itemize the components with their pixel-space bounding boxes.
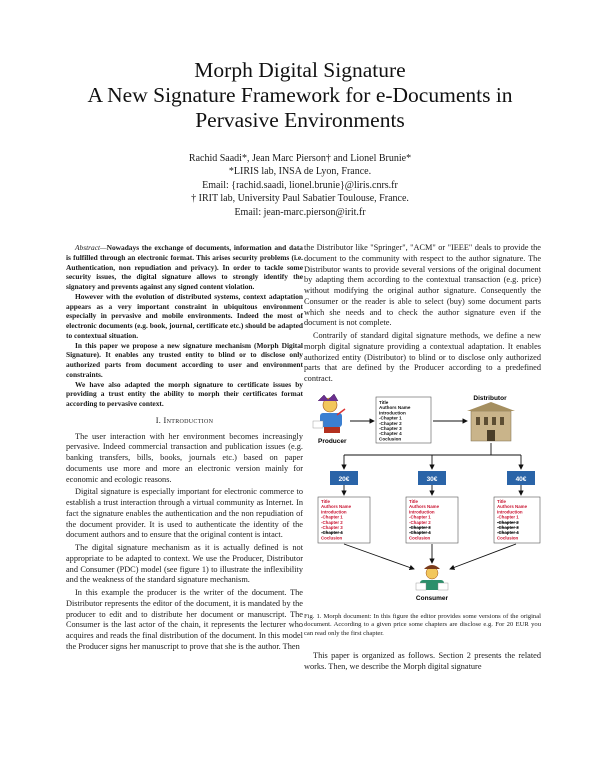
morphed-document-3 [494,497,540,543]
doc-line: Title [497,498,506,504]
abstract-paragraph-4: We have also adapted the morph signature to certificate issues by providing a trust entity the ability to morph their certificates format according to pervasive context. [66,379,303,408]
doc-line: Introduction [409,509,435,515]
abstract-paragraph-1 [66,243,303,292]
section-title: Introduction [163,415,214,425]
doc-line: Title [379,399,389,405]
price-box-3 [507,471,535,485]
doc-line: -Chapter 4 [321,529,343,535]
intro-paragraph-1: The user interaction with her environment becomes increasingly pervasive. Indeed commercial transaction and publication issues (e.g. banking transfers, bills, books, journals etc.) based on paper documents use more and more an electronic version mainly for economic and ecologic reasons. [66,431,303,484]
distributor-label: Distributor [473,394,507,402]
affiliation-1: *LIRIS lab, INSA de Lyon, France. [228,166,372,178]
original-document [376,397,431,443]
arrow-doc1-consumer [344,544,414,569]
distributor-building [467,402,515,441]
morphed-document-2 [406,497,458,543]
doc-line: Title [321,498,330,504]
section-number: I. [155,415,162,425]
doc-line: -Chapter 2 [409,519,431,525]
doc-line: -Chapter 2 [321,519,343,525]
doc-line: -Chapter 1 [379,415,402,421]
paper-title [0,58,600,133]
doc-line: -Chapter 2 [379,420,402,426]
price-label-1: 20€ [338,475,350,483]
price-label-3: 40€ [515,475,527,483]
price-box-1 [330,471,358,485]
doc-line: -Chapter 1 [409,514,431,520]
abstract [66,243,303,409]
doc-line: -Chapter 4 [497,529,519,535]
doc-line: -Chapter 1 [497,514,519,520]
doc-line: Introduction [497,509,523,515]
doc-line: Authors Name [379,404,411,410]
title-line-1: Morph Digital Signature [194,58,406,82]
doc-line: Coclusion [321,535,343,541]
email-2: Email: jean-marc.pierson@irit.fr [234,206,366,218]
consumer-label: Consumer [415,594,449,602]
doc-line: Coclusion [379,436,402,442]
producer-figure [313,394,345,433]
doc-line: Coclusion [497,535,519,541]
author-names: Rachid Saadi*, Jean Marc Pierson† and Lionel Brunie* [188,153,412,164]
morphed-document-1 [318,497,370,543]
right-body [304,243,541,385]
email-1: Email: {rachid.saadi, lionel.brunie}@liris.cnrs.fr [202,179,398,191]
abstract-text-1: Nowadays the exchange of documents, information and data is fulfilled through an electronic format. This arises security problems (i.e. Authentication, non repudiation and privacy). In order to tackle some security issues, the digital signature allows to strongly identify the signatory and prevents against any signed content violation. [66,243,303,291]
doc-line: Introduction [321,509,347,515]
doc-line: -Chapter 4 [379,430,402,436]
title-line-2: A New Signature Framework for e-Documents in [87,83,513,107]
producer-label: Producer [318,437,347,445]
doc-line: Coclusion [409,535,431,541]
consumer-figure [416,565,448,590]
abstract-paragraph-3: In this paper we propose a new signature mechanism (Morph Digital Signature). It enables any trusted entity to blind or to disclose only authorized parts from document according to user and environment constraints. [66,340,303,379]
figure-caption: Fig. 1. Morph document: In this figure the editor provides some versions of the original document. According to a given price some chapters are disclose e.g. For 20 EUR you can read only the first chapter. [304,612,541,637]
doc-line: Authors Name [409,503,440,509]
abstract-paragraph-2: However with the evolution of distributed systems, context adaptation appears as a very important constraint in ubiquitous environment especially in pervasive and mobile environments. Indeed the most of electronic documents (e.g. book, journal, certificate etc.) should be adapted to contextual situation. [66,291,303,340]
right-paragraph-2: Contrarily of standard digital signature methods, we define a new morph digital signature providing a contextual adaptation. It enables authorized entity (Distributor) to blind or to disclose only authorized parts that are defined by the Producer according to a predefined contract. [304,331,541,383]
doc-line: -Chapter 3 [379,425,402,431]
author-block [0,152,600,219]
doc-line: Title [409,498,418,504]
doc-line: -Chapter 3 [409,524,431,530]
morph-document-diagram [304,391,541,645]
right-tail [304,651,541,673]
section-heading-introduction [66,416,303,427]
abstract-lead: Abstract— [75,243,107,252]
introduction-body [66,432,303,653]
intro-paragraph-4: In this example the producer is the writer of the document. The Distributor represents the editor of the document, it is mandated by the producer to edit and to distribute her document or manuscript. The Consumer is the last actor of the chain, it represents the lecturer who acquires and reads the final distribution of the document. In this model the Producer signs her manuscript to prove that she is the author. Then [66,588,303,651]
doc-line: -Chapter 2 [497,519,519,525]
right-column [304,243,541,672]
title-line-3: Pervasive Environments [195,108,405,132]
doc-line: -Chapter 4 [409,529,431,535]
right-paragraph-1: the Distributor like "Springer", "ACM" or "IEEE" deals to provide the document to the community with respect to the author signature. The Distributor wants to provide several versions of the original document by adapting them according to the contextual transaction (e.g. price) without modifying the original author signature. Consequently the Consumer or the reader is able to select (buy) some document parts which she needs and to check the author signature even if the document is not complete. [304,243,541,328]
doc-line: -Chapter 3 [497,524,519,530]
left-column [66,243,303,655]
figure-1 [304,391,541,645]
intro-paragraph-3: The digital signature mechanism as it is actually defined is not appropriate to be adapted to context. We use the Producer, Distributor and Consumer (PDC) model (see figure 1) to illustrate the inflexibility and the weakness of the standard signature mechanism. [66,543,303,585]
doc-line: -Chapter 3 [321,524,343,530]
arrow-doc3-consumer [450,544,516,569]
price-label-2: 30€ [426,475,438,483]
intro-paragraph-2: Digital signature is especially important for electronic commerce to establish a trust interaction through a virtual community as Internet. In fact the signature enables the authentication and the non repudiation of the document provider. It is used to authenticate the identity of the document authors and to ensure that the original content is intact. [66,487,303,540]
doc-line: -Chapter 1 [321,514,343,520]
affiliation-2: † IRIT lab, University Paul Sabatier Toulouse, France. [191,193,409,205]
doc-line: Authors Name [321,503,352,509]
price-box-2 [418,471,446,485]
doc-line: Introduction [379,410,406,416]
doc-line: Authors Name [497,503,528,509]
organization-paragraph: This paper is organized as follows. Section 2 presents the related works. Then, we describe the Morph digital signature [304,650,541,671]
